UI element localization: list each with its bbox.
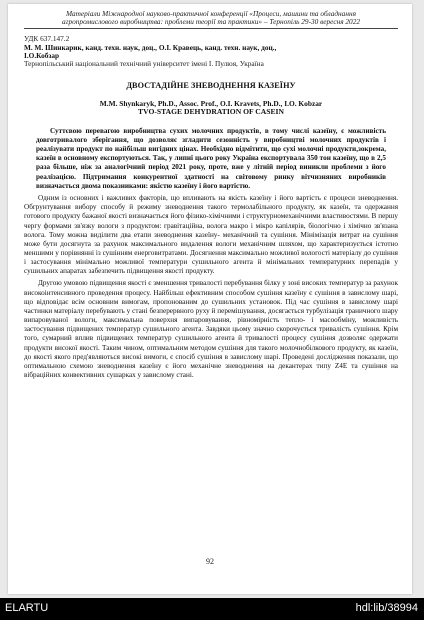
header-rule [24, 28, 398, 29]
footer-handle: hdl:lib/38994 [355, 602, 418, 614]
body-paragraph-2: Другою умовою підвищення якості є зменшення тривалості перебування білку у зоні високих температур за рахунок високоінтенсивного проведення процесу. Найбільш ефективним способом сушіння казеїну є сушіння в завислому шарі, що відповідає всім основним вимогам, пропонованим до сушильних установок. Під час сушіння в завислому шарі частинки матеріалу перебувають у стані безперервного руху й перемішування, досягається турбулізація граничного шару випаровуваної вологи, максимальна поверхня випаровування, рівномірність тепло- і масообміну, можливість застосування підвищених температур сушильного агента. Завдяки цьому значно скорочується тривалість сушіння. Крім того, сумарний вплив підвищених температур сушильного агента й тривалості процесу сушіння дозволяє одержати продукти високої якості. Таким чином, оптимальним методом сушіння для такого молочнобілкового продукту, як казеїн, до якості якого пред'являються високі вимоги, є спосіб сушіння в завислому шарі. Проведені дослідження показали, що оптимальною схемою зневоднення казеїну є його механічне зневоднення на декантерах типу Z4E та сушіння на вібраційних конвективних сушарках у завислому стані. [24, 279, 398, 380]
viewer-footer-bar [0, 598, 424, 620]
header-line-1: Матеріали Міжнародної науково-практичної конференції «Процеси, машини та обладнання [66, 9, 356, 18]
title-ua: ДВОСТАДІЙНЕ ЗНЕВОДНЕННЯ КАЗЕЇНУ [126, 80, 296, 90]
affiliation: Тернопільський національний технічний університет імені І. Пулюя, Україна [24, 59, 264, 69]
document-page [8, 4, 412, 594]
running-header [24, 10, 398, 26]
udc-code: УДК 637.147.2 [24, 34, 70, 43]
page-number: 92 [206, 557, 214, 566]
authors-ua [24, 44, 398, 60]
body-paragraph-1: Одним із основних і важливих факторів, що впливають на якість казеїну і його вартість є процеси зневоднення. Обгрунтування вибору способу й режиму зневоднення такого термолабільного продукту, як казеїн, та одержання готового продукту бажаної якості визначається його фізико-хімічними і структурномеханічними властивостями. В першу чергу формами зв'язку вологи з продуктом: гравітаційна, волога макро і мікро капілярів, біологічно і хімічно зв'язана волога. Тому можна виділити два етапи зневоднення казеїну- механічний та сушіння. Мінімізація витрат на сушіння може бути досягнута за рахунок максимального видалення вологи механічним шляхом, що характеризується істотно меншими у порівнянні із сушінням енерговитратами. Досягнення максимально можливої вологості матеріалу до сушіння і застосування мінімально можливої температури сушильного агента й мінімальних температурних перепадів у сушильних апаратах забезпечить підвищення якості продукту. [24, 194, 398, 276]
title-en: TVO-STAGE DEHYDRATION OF CASEIN [138, 107, 284, 117]
authors-ua-line-1: М. М. Шинкарик, канд. техн. наук, доц., О.І. Кравець, канд. техн. наук, доц., [24, 43, 277, 52]
authors-ua-line-2: І.О.Кобзар [24, 51, 60, 61]
abstract: Суттєвою перевагою виробництва сухих молочних продуктів, в тому числі казеїну, є можливість довготривалого зберігання, що дозволяє згладити сезонність у виробництві молочних продуктів і реалізувати продукт по найбільш вигідних цінах. Необхідно відмітити, що сухі молочні продукти,зокрема, казеїн в основному експортуються. Так, у липні цього року Україна експортувала 350 тон казеїну, що в 2,5 раза більше, ніж за аналогічний період 2021 року, проте, вже у літній період виникли проблеми з його реалізацією. Підтримання конкурентної здатності на світовому ринку вітчизняних виробників визначається двома показниками: якістю казеїну і його вартістю. [36, 126, 386, 190]
header-line-2: агропромислового виробництва: проблеми теорії та практики» – Тернопіль 29-30 вересня 2022 [61, 17, 360, 26]
footer-repository-label: ELARTU [5, 602, 49, 614]
authors-en: M.M. Shynkaryk, Ph.D., Assoc. Prof., O.I. Kravets, Ph.D., I.O. Kobzar [99, 98, 323, 108]
page-content [24, 4, 398, 380]
